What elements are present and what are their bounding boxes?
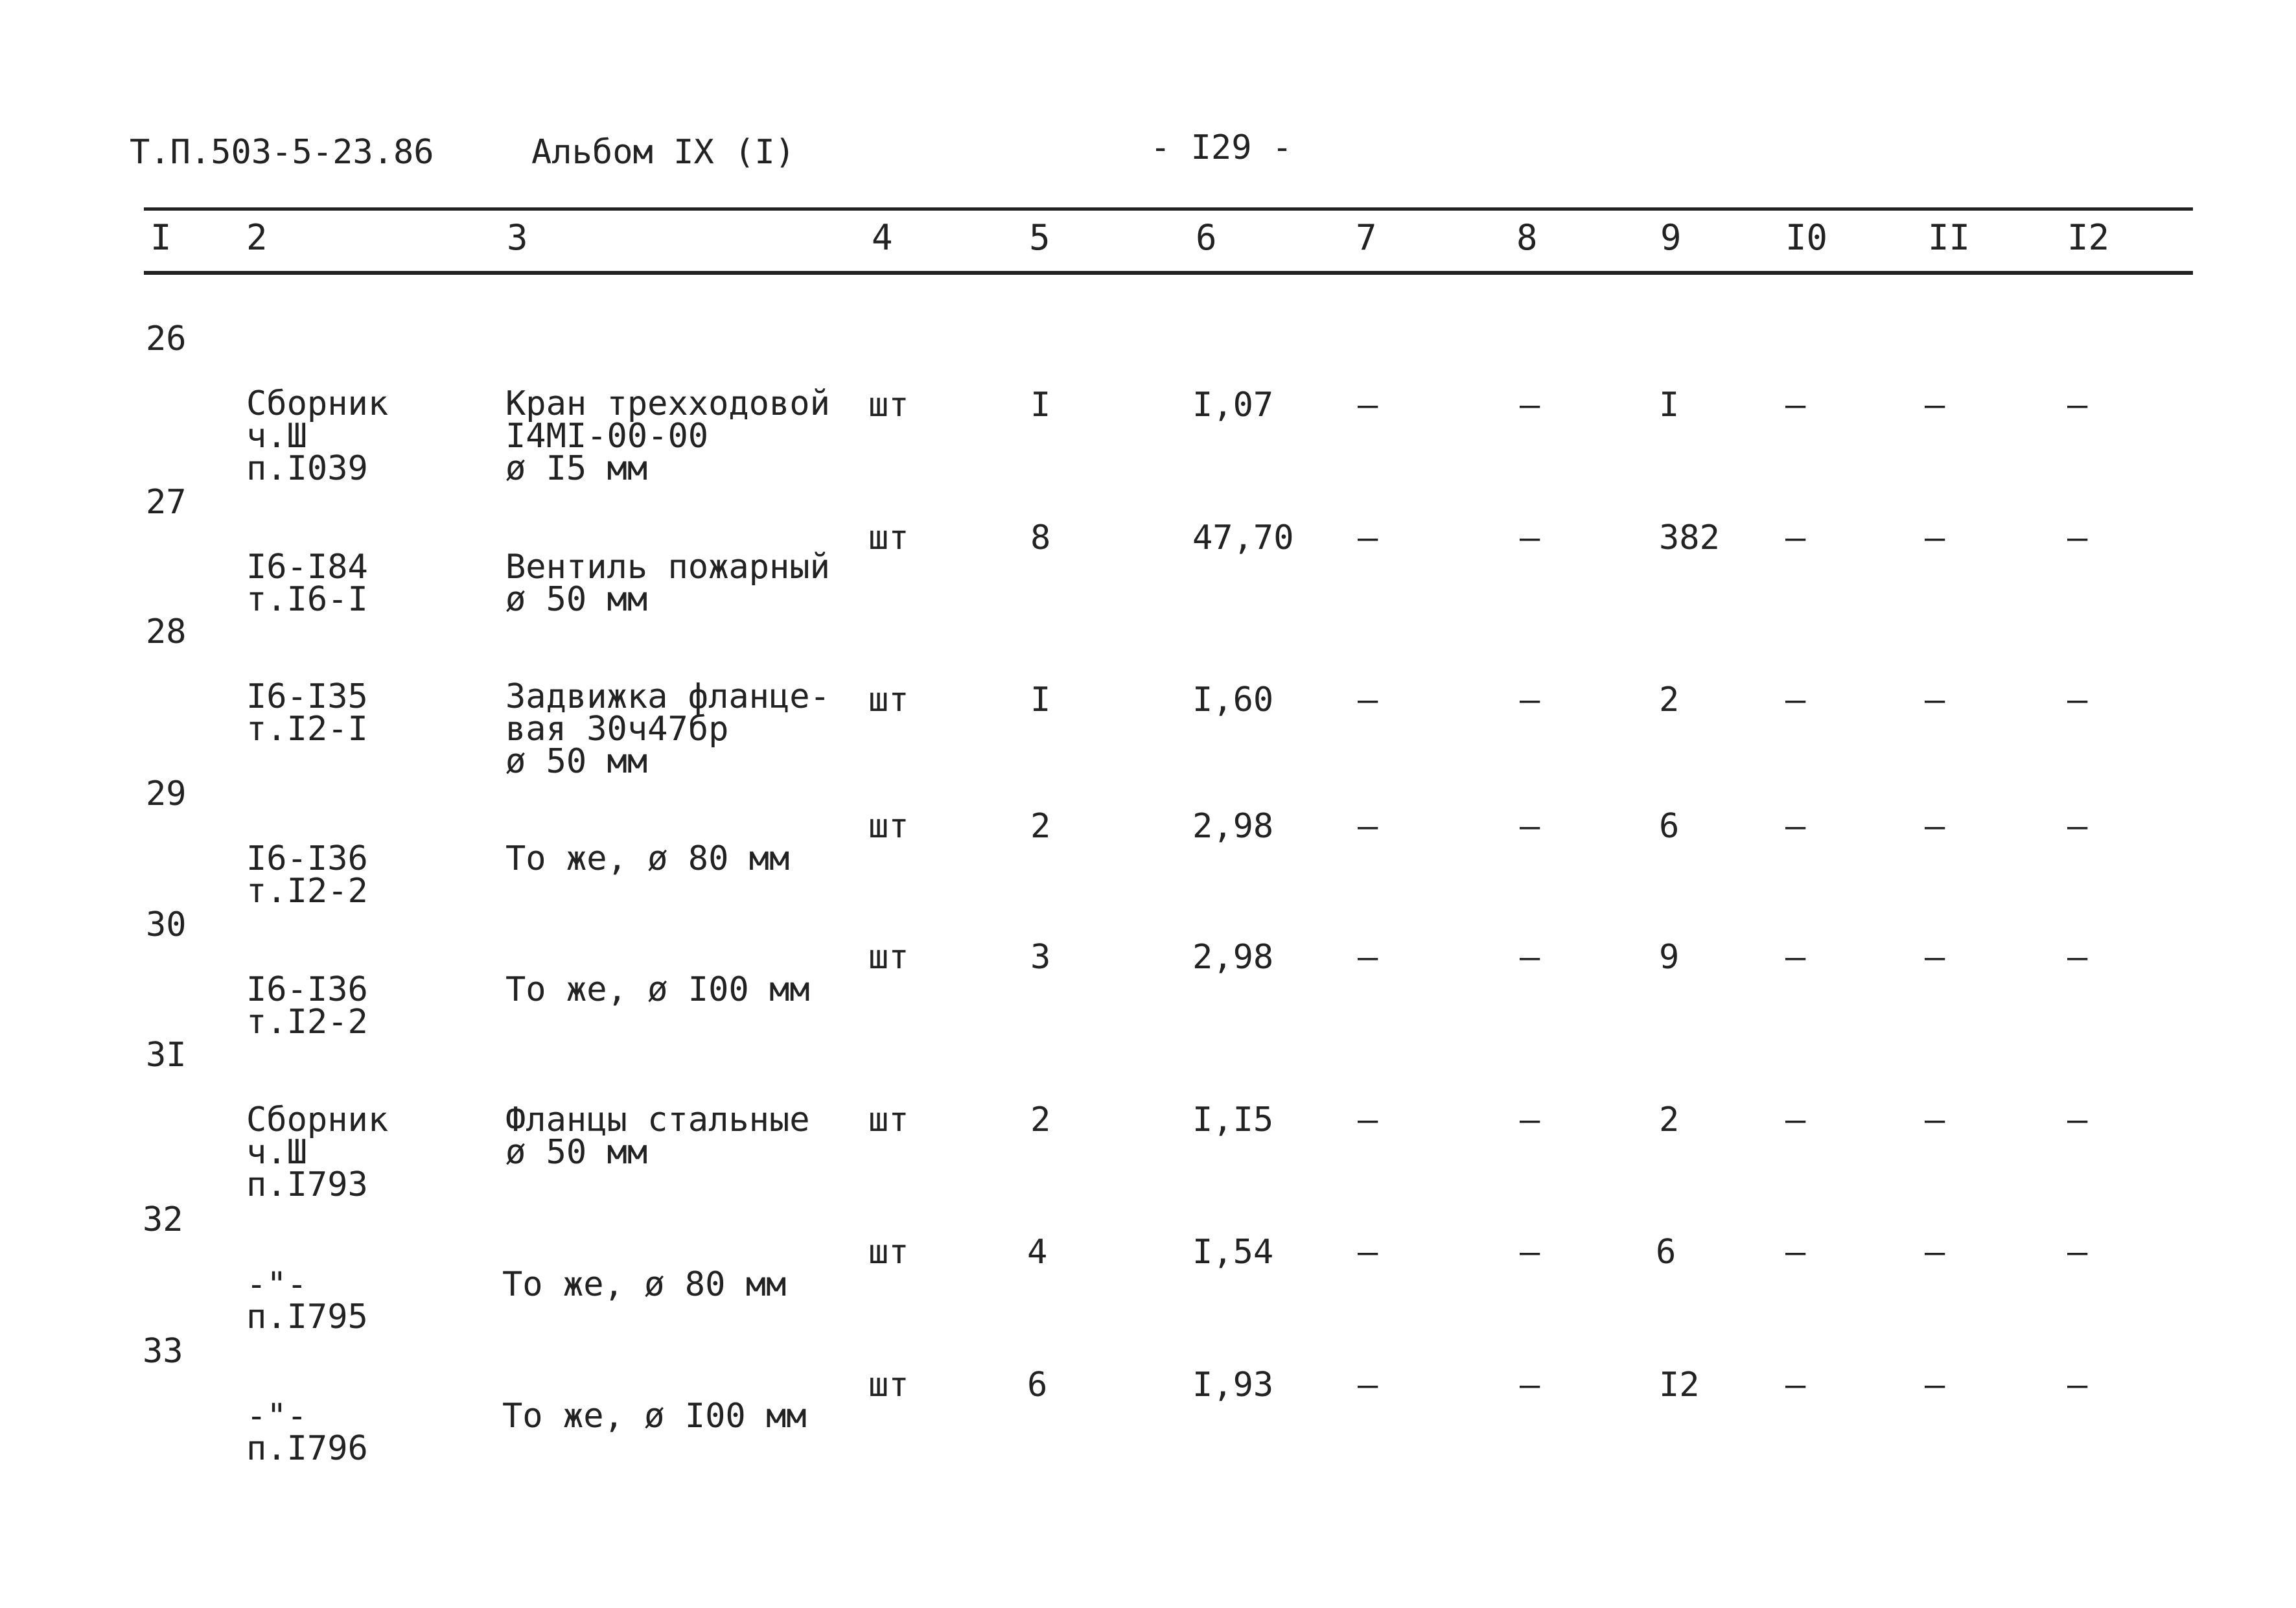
table-top-rule bbox=[144, 207, 2193, 211]
row-reference: I6-I36 т.I2-2 bbox=[246, 839, 368, 911]
row-number: 28 bbox=[146, 612, 187, 651]
row-description: Кран трехходовой I4MI-00-00 ø I5 мм bbox=[505, 384, 830, 488]
row-col9: 2 bbox=[1659, 681, 1680, 719]
table-header-rule bbox=[144, 271, 2193, 275]
row-number: 33 bbox=[143, 1332, 183, 1371]
row-col12: – bbox=[2067, 1366, 2088, 1404]
row-col12: – bbox=[2067, 1101, 2088, 1139]
row-unit: шт bbox=[868, 1233, 909, 1272]
column-header-4: 4 bbox=[872, 217, 893, 258]
row-col6: I,60 bbox=[1192, 681, 1274, 719]
row-col11: – bbox=[1925, 519, 1945, 557]
row-col9: I2 bbox=[1659, 1366, 1700, 1404]
row-unit: шт bbox=[868, 1366, 909, 1404]
row-description: То же, ø 80 мм bbox=[502, 1265, 787, 1304]
row-reference: -"- п.I795 bbox=[246, 1265, 368, 1336]
row-col10: – bbox=[1785, 519, 1806, 557]
row-col10: – bbox=[1785, 1233, 1806, 1272]
row-quantity: 2 bbox=[1030, 807, 1051, 846]
row-reference: Сборник ч.Ш п.I793 bbox=[246, 1101, 389, 1204]
row-col10: – bbox=[1785, 681, 1806, 719]
row-col7: – bbox=[1358, 1233, 1378, 1272]
row-col12: – bbox=[2067, 681, 2088, 719]
row-reference: I6-I36 т.I2-2 bbox=[246, 970, 368, 1042]
row-unit: шт bbox=[868, 1101, 909, 1139]
column-header-12: I2 bbox=[2067, 217, 2110, 258]
row-number: 27 bbox=[146, 483, 187, 522]
row-col12: – bbox=[2067, 1233, 2088, 1272]
row-col7: – bbox=[1358, 681, 1378, 719]
row-description: Фланцы стальные ø 50 мм bbox=[505, 1101, 810, 1172]
row-number: 30 bbox=[146, 905, 187, 944]
row-col7: – bbox=[1358, 807, 1378, 846]
row-reference: I6-I35 т.I2-I bbox=[246, 677, 368, 749]
row-col9: 382 bbox=[1659, 519, 1720, 557]
row-unit: шт bbox=[868, 519, 909, 557]
row-col6: 47,70 bbox=[1192, 519, 1294, 557]
row-quantity: 8 bbox=[1030, 519, 1051, 557]
row-col7: – bbox=[1358, 1101, 1378, 1139]
column-header-5: 5 bbox=[1029, 217, 1050, 258]
row-col11: – bbox=[1925, 938, 1945, 977]
column-header-8: 8 bbox=[1516, 217, 1538, 258]
row-col8: – bbox=[1520, 1233, 1540, 1272]
row-col11: – bbox=[1925, 1233, 1945, 1272]
row-col12: – bbox=[2067, 386, 2088, 425]
row-quantity: I bbox=[1030, 681, 1051, 719]
row-description: То же, ø I00 мм bbox=[505, 970, 810, 1009]
row-col8: – bbox=[1520, 807, 1540, 846]
row-col9: I bbox=[1659, 386, 1680, 425]
column-header-1: I bbox=[150, 217, 172, 258]
row-unit: шт bbox=[868, 386, 909, 425]
row-col7: – bbox=[1358, 519, 1378, 557]
row-col8: – bbox=[1520, 1366, 1540, 1404]
row-col10: – bbox=[1785, 938, 1806, 977]
row-col7: – bbox=[1358, 386, 1378, 425]
row-col7: – bbox=[1358, 1366, 1378, 1404]
row-description: То же, ø 80 мм bbox=[505, 839, 790, 878]
column-header-9: 9 bbox=[1660, 217, 1682, 258]
row-col6: I,93 bbox=[1192, 1366, 1274, 1404]
row-unit: шт bbox=[868, 807, 909, 846]
row-col9: 6 bbox=[1659, 807, 1680, 846]
row-col10: – bbox=[1785, 1366, 1806, 1404]
row-number: 26 bbox=[146, 320, 187, 358]
row-number: 32 bbox=[143, 1200, 183, 1239]
row-col6: I,07 bbox=[1192, 386, 1274, 425]
column-header-11: II bbox=[1928, 217, 1971, 258]
row-description: То же, ø I00 мм bbox=[502, 1397, 807, 1436]
row-unit: шт bbox=[868, 938, 909, 977]
page-number: - I29 - bbox=[1150, 128, 1293, 167]
column-header-7: 7 bbox=[1356, 217, 1377, 258]
row-col10: – bbox=[1785, 1101, 1806, 1139]
row-reference: Сборник ч.Ш п.I039 bbox=[246, 384, 389, 488]
row-col12: – bbox=[2067, 938, 2088, 977]
row-col12: – bbox=[2067, 807, 2088, 846]
row-col6: 2,98 bbox=[1192, 938, 1274, 977]
row-reference: -"- п.I796 bbox=[246, 1397, 368, 1468]
row-reference: I6-I84 т.I6-I bbox=[246, 548, 368, 619]
row-col10: – bbox=[1785, 386, 1806, 425]
row-col6: 2,98 bbox=[1192, 807, 1274, 846]
row-col11: – bbox=[1925, 807, 1945, 846]
row-col10: – bbox=[1785, 807, 1806, 846]
row-col8: – bbox=[1520, 681, 1540, 719]
row-col8: – bbox=[1520, 938, 1540, 977]
row-col9: 2 bbox=[1659, 1101, 1680, 1139]
column-header-2: 2 bbox=[246, 217, 268, 258]
column-header-3: 3 bbox=[507, 217, 528, 258]
row-unit: шт bbox=[868, 681, 909, 719]
row-description: Задвижка фланце- вая 30ч47бр ø 50 мм bbox=[505, 677, 830, 781]
row-col7: – bbox=[1358, 938, 1378, 977]
row-number: 29 bbox=[146, 775, 187, 813]
row-col6: I,I5 bbox=[1192, 1101, 1274, 1139]
row-col11: – bbox=[1925, 1101, 1945, 1139]
row-description: Вентиль пожарный ø 50 мм bbox=[505, 548, 830, 619]
row-col9: 9 bbox=[1659, 938, 1680, 977]
row-col12: – bbox=[2067, 519, 2088, 557]
column-header-6: 6 bbox=[1196, 217, 1217, 258]
row-col11: – bbox=[1925, 1366, 1945, 1404]
row-col11: – bbox=[1925, 386, 1945, 425]
row-quantity: 2 bbox=[1030, 1101, 1051, 1139]
row-quantity: 3 bbox=[1030, 938, 1051, 977]
column-header-10: I0 bbox=[1785, 217, 1828, 258]
row-col11: – bbox=[1925, 681, 1945, 719]
row-col6: I,54 bbox=[1192, 1233, 1274, 1272]
row-quantity: 6 bbox=[1027, 1366, 1048, 1404]
document-code: Т.П.503-5-23.86 bbox=[130, 133, 434, 172]
row-col8: – bbox=[1520, 1101, 1540, 1139]
album-label: Альбом IX (I) bbox=[531, 133, 795, 172]
row-col8: – bbox=[1520, 519, 1540, 557]
row-number: 3I bbox=[146, 1036, 187, 1075]
row-col9: 6 bbox=[1656, 1233, 1676, 1272]
row-quantity: I bbox=[1030, 386, 1051, 425]
row-col8: – bbox=[1520, 386, 1540, 425]
row-quantity: 4 bbox=[1027, 1233, 1048, 1272]
